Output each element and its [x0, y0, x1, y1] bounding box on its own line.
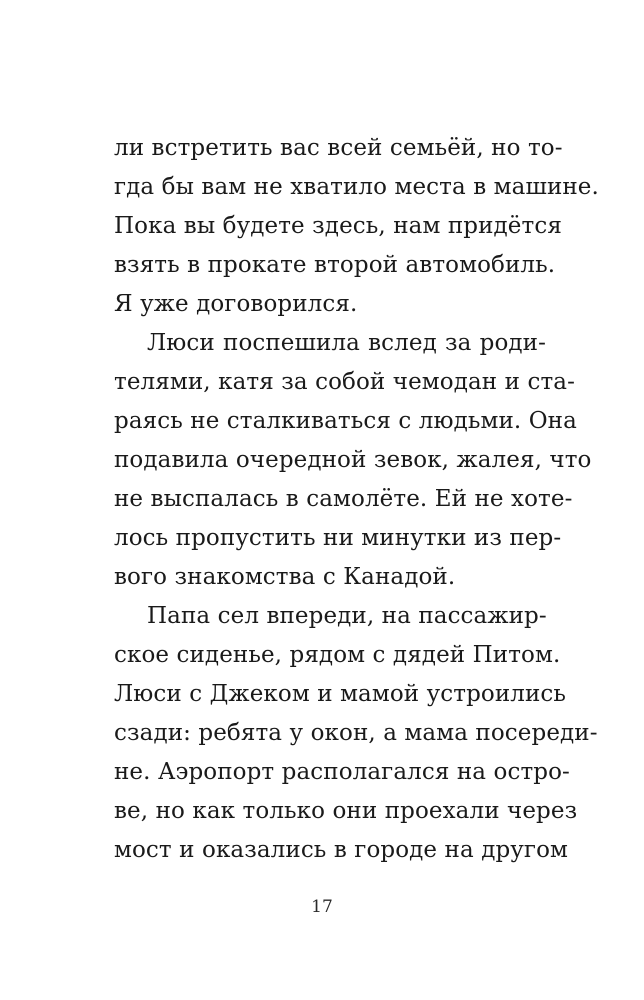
text-line: ве, но как только они проехали через	[114, 798, 578, 824]
text-line: не. Аэропорт располагался на остро-	[114, 759, 570, 785]
text-line: взять в прокате второй автомобиль.	[114, 252, 556, 278]
text-line: Я уже договорился.	[114, 291, 358, 317]
text-line: гда бы вам не хватило места в машине.	[114, 174, 599, 200]
text-line: ли встретить вас всей семьёй, но то-	[114, 135, 563, 161]
text-line: Люси поспешила вслед за роди-	[147, 330, 546, 356]
text-line: раясь не сталкиваться с людьми. Она	[114, 408, 577, 434]
text-line: Пока вы будете здесь, нам придётся	[114, 213, 562, 239]
body-text	[114, 129, 599, 870]
text-line: вого знакомства с Канадой.	[114, 564, 456, 590]
text-line: Люси с Джеком и мамой устроились	[114, 681, 567, 707]
text-line: подавила очередной зевок, жалея, что	[114, 447, 592, 473]
text-line: телями, катя за собой чемодан и ста-	[114, 369, 575, 395]
text-line: сзади: ребята у окон, а мама посереди-	[114, 720, 598, 746]
text-line: не выспалась в самолёте. Ей не хоте-	[114, 486, 573, 512]
page-number: 17	[311, 897, 333, 917]
text-line: Папа сел впереди, на пассажир-	[147, 603, 547, 629]
text-line: лось пропустить ни минутки из пер-	[114, 525, 562, 551]
text-line: мост и оказались в городе на другом	[114, 837, 569, 863]
text-line: ское сиденье, рядом с дядей Питом.	[114, 642, 561, 668]
